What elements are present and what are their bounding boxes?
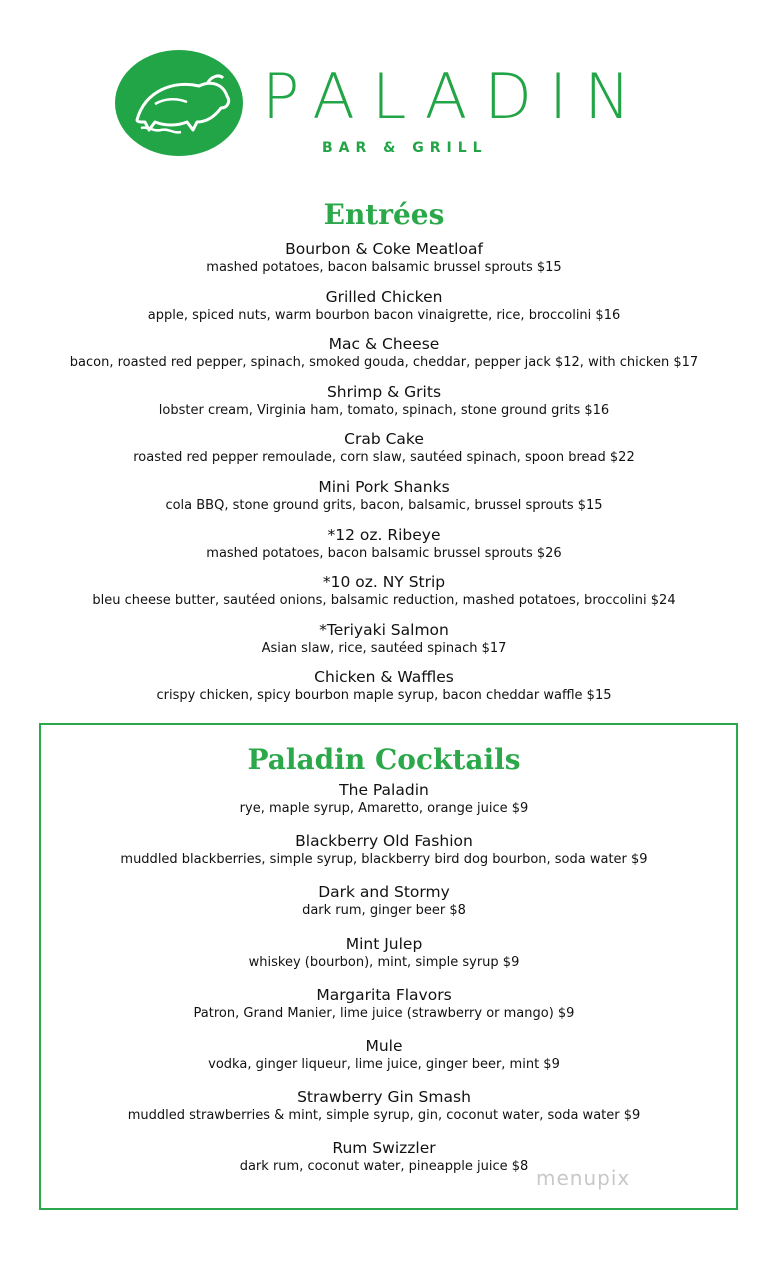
menu-item <box>0 667 768 715</box>
item-description: apple, spiced nuts, warm bourbon bacon vinaigrette, rice, broccolini $16 <box>147 307 621 323</box>
menu-item <box>0 239 768 287</box>
buffalo-icon <box>115 50 243 156</box>
menu-header <box>0 0 768 180</box>
item-name: Chicken & Waffles <box>314 668 454 687</box>
menu-item <box>0 934 768 985</box>
item-description: cola BBQ, stone ground grits, bacon, balsamic, brussel sprouts $15 <box>165 497 603 513</box>
watermark: menupix <box>536 1166 631 1190</box>
item-description: Patron, Grand Manier, lime juice (strawberry or mango) $9 <box>193 1005 575 1021</box>
menu-item <box>0 1138 768 1189</box>
item-description: Asian slaw, rice, sautéed spinach $17 <box>261 640 507 656</box>
item-name: Strawberry Gin Smash <box>297 1088 471 1107</box>
item-name: Shrimp & Grits <box>326 382 442 401</box>
item-description: roasted red pepper remoulade, corn slaw, sautéed spinach, spoon bread $22 <box>133 450 635 466</box>
item-name: Mint Julep <box>345 934 423 953</box>
menu-item <box>0 985 768 1036</box>
item-description: dark rum, ginger beer $8 <box>302 903 466 919</box>
item-description: whiskey (bourbon), mint, simple syrup $9 <box>248 954 520 970</box>
item-description: mashed potatoes, bacon balsamic brussel sprouts $15 <box>206 260 562 275</box>
menu-item <box>0 287 768 335</box>
item-description: muddled strawberries & mint, simple syrup, gin, coconut water, soda water $9 <box>127 1108 641 1124</box>
brand-subtitle: BAR & GRILL <box>322 140 488 156</box>
item-description: rye, maple syrup, Amaretto, orange juice $9 <box>239 801 529 816</box>
item-description: bacon, roasted red pepper, spinach, smoked gouda, cheddar, pepper jack $12, with chicken $17 <box>69 355 699 371</box>
item-description: lobster cream, Virginia ham, tomato, spinach, stone ground grits $16 <box>158 402 610 418</box>
menu-item <box>0 334 768 382</box>
item-description: dark rum, coconut water, pineapple juice $8 <box>239 1159 529 1175</box>
cocktails-section <box>0 742 768 1190</box>
item-name: *10 oz. NY Strip <box>322 573 446 592</box>
menu-item <box>0 620 768 668</box>
menu-item <box>0 525 768 573</box>
menu-item <box>0 831 768 882</box>
brand-name: PALADIN <box>262 60 648 133</box>
item-description: vodka, ginger liqueur, lime juice, ginger beer, mint $9 <box>208 1056 560 1072</box>
menu-item <box>0 382 768 430</box>
item-description: muddled blackberries, simple syrup, blackberry bird dog bourbon, soda water $9 <box>120 852 648 868</box>
menu-item <box>0 429 768 477</box>
entree-list <box>0 239 768 715</box>
logo <box>115 50 243 156</box>
menu-item <box>0 1087 768 1138</box>
item-description: crispy chicken, spicy bourbon maple syrup, bacon cheddar waffle $15 <box>156 688 612 704</box>
item-description: mashed potatoes, bacon balsamic brussel sprouts $26 <box>206 545 562 561</box>
item-name: Mac & Cheese <box>328 335 440 354</box>
cocktails-title: Paladin Cocktails <box>247 743 521 776</box>
item-description: bleu cheese butter, sautéed onions, balsamic reduction, mashed potatoes, broccolini $24 <box>92 593 676 609</box>
entrees-title: Entrées <box>323 198 445 231</box>
item-name: Bourbon & Coke Meatloaf <box>285 240 483 258</box>
item-name: Blackberry Old Fashion <box>295 832 473 851</box>
menu-item <box>0 1036 768 1087</box>
item-name: *Teriyaki Salmon <box>319 620 449 639</box>
item-name: Crab Cake <box>344 430 424 449</box>
menu-item <box>0 477 768 525</box>
item-name: Mini Pork Shanks <box>318 477 450 496</box>
item-name: Mule <box>365 1036 403 1055</box>
item-name: Margarita Flavors <box>316 985 452 1004</box>
item-name: Rum Swizzler <box>332 1139 436 1158</box>
item-name: *12 oz. Ribeye <box>327 525 441 544</box>
cocktail-list <box>0 780 768 1190</box>
menu-item <box>0 572 768 620</box>
menu-item <box>0 780 768 831</box>
entrees-section <box>0 197 768 715</box>
item-name: Dark and Stormy <box>318 883 450 902</box>
item-name: The Paladin <box>339 781 429 799</box>
menu-item <box>0 882 768 933</box>
item-name: Grilled Chicken <box>325 287 443 306</box>
